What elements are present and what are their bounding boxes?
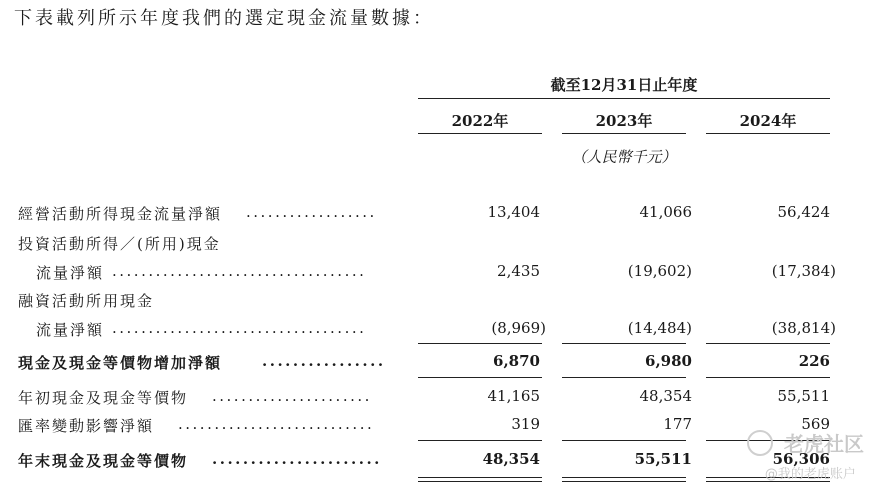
period-header-rule xyxy=(418,98,830,99)
row-fx-leader: ........................... xyxy=(178,415,375,433)
year-rule-2024 xyxy=(706,133,830,134)
row-financing-2022: (8,969) xyxy=(491,319,546,337)
period-header: 截至12月31日止年度 xyxy=(550,76,698,94)
row-operating-label: 經營活動所得現金流量淨額 xyxy=(18,205,223,223)
row-net-increase-leader: ................ xyxy=(262,352,386,370)
row-fx-2022: 319 xyxy=(511,415,540,433)
double-rule-bottom-2023 xyxy=(562,481,686,482)
net-rule-2022 xyxy=(418,377,542,378)
row-operating-2023: 41,066 xyxy=(639,203,692,221)
row-investing-label-line2: 流量淨額 xyxy=(36,264,105,282)
row-net-increase-2024: 226 xyxy=(798,352,830,370)
row-closing-2022: 48,354 xyxy=(482,450,540,468)
year-2023-header: 2023年 xyxy=(595,112,653,130)
year-rule-2022 xyxy=(418,133,542,134)
row-investing-2022: 2,435 xyxy=(497,262,540,280)
subtotal-rule-2024 xyxy=(706,343,830,344)
net-rule-2023 xyxy=(562,377,686,378)
year-2024-header: 2024年 xyxy=(739,112,797,130)
row-investing-leader: ................................... xyxy=(112,262,367,280)
watermark-title: 老虎社区 xyxy=(784,432,864,456)
row-closing-leader: ...................... xyxy=(212,450,382,468)
row-fx-2024: 569 xyxy=(801,415,830,433)
unit-label: （人民幣千元） xyxy=(571,148,677,166)
year-2022-header: 2022年 xyxy=(451,112,509,130)
total-rule-2023 xyxy=(562,440,686,441)
row-net-increase-2023: 6,980 xyxy=(645,352,692,370)
double-rule-top-2023 xyxy=(562,477,686,478)
watermark xyxy=(747,428,864,482)
intro-text: 下表載列所示年度我們的選定現金流量數據： xyxy=(14,8,434,29)
subtotal-rule-2023 xyxy=(562,343,686,344)
row-operating-leader: .................. xyxy=(246,203,377,221)
row-net-increase-2022: 6,870 xyxy=(493,352,540,370)
year-rule-2023 xyxy=(562,133,686,134)
row-financing-2024: (38,814) xyxy=(771,319,836,337)
double-rule-bottom-2022 xyxy=(418,481,542,482)
row-financing-leader: ................................... xyxy=(112,319,367,337)
row-financing-label-line2: 流量淨額 xyxy=(36,321,105,339)
row-operating-2024: 56,424 xyxy=(777,203,830,221)
row-closing-2024: 56,306 xyxy=(772,450,830,468)
subtotal-rule-2022 xyxy=(418,343,542,344)
row-opening-2023: 48,354 xyxy=(639,387,692,405)
row-fx-2023: 177 xyxy=(663,415,692,433)
watermark-subtitle: @我的老虎账户 xyxy=(764,467,856,482)
net-rule-2024 xyxy=(706,377,830,378)
row-closing-2023: 55,511 xyxy=(634,450,692,468)
row-opening-label: 年初現金及現金等價物 xyxy=(18,389,189,407)
watermark-logo-icon xyxy=(747,430,773,456)
row-net-increase-label: 現金及現金等價物增加淨額 xyxy=(18,354,223,372)
row-opening-2022: 41,165 xyxy=(487,387,540,405)
row-fx-label: 匯率變動影響淨額 xyxy=(18,417,155,435)
row-investing-2024: (17,384) xyxy=(771,262,836,280)
double-rule-top-2022 xyxy=(418,477,542,478)
row-opening-2024: 55,511 xyxy=(777,387,830,405)
row-investing-2023: (19,602) xyxy=(627,262,692,280)
row-opening-leader: ...................... xyxy=(212,387,372,405)
row-investing-label-line1: 投資活動所得／(所用)現金 xyxy=(18,235,221,253)
total-rule-2022 xyxy=(418,440,542,441)
row-closing-label: 年末現金及現金等價物 xyxy=(18,452,189,470)
row-financing-2023: (14,484) xyxy=(627,319,692,337)
row-operating-2022: 13,404 xyxy=(487,203,540,221)
row-financing-label-line1: 融資活動所用現金 xyxy=(18,292,155,310)
